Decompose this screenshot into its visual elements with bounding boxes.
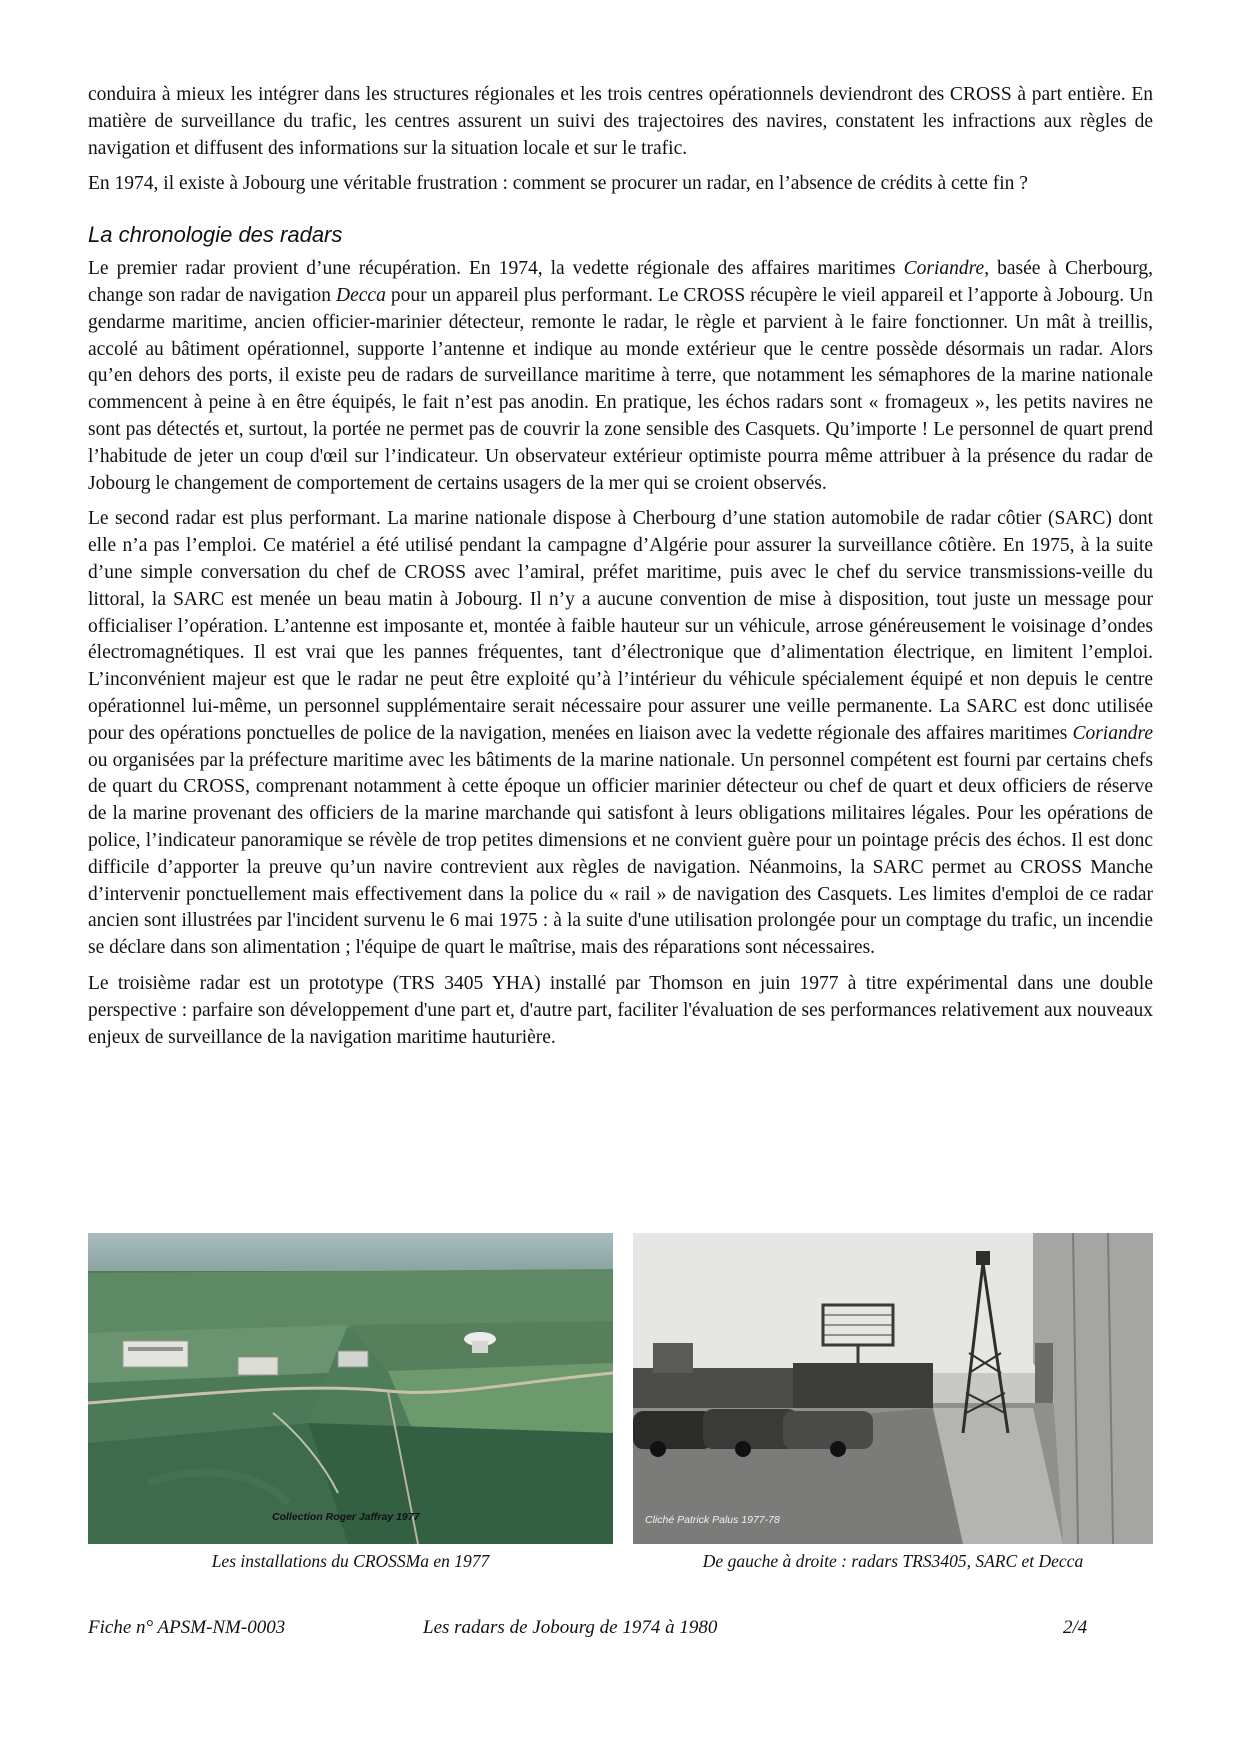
radars-photo-illustration: [633, 1233, 1153, 1544]
footer-page-number: 2/4: [1063, 1617, 1088, 1638]
aerial-photo-illustration: [88, 1233, 613, 1544]
footer-reference: Fiche n° APSM-NM-0003: [88, 1617, 286, 1638]
aerial-photo-credit: Collection Roger Jaffray 1977: [272, 1511, 420, 1523]
figure-aerial: [88, 1233, 613, 1572]
paragraph-frustration: En 1974, il existe à Jobourg une véritable frustration : comment se procurer un radar, en l’absence de crédits à cette fin ?: [88, 173, 1028, 195]
document-body: [88, 82, 1153, 1060]
figure-radars: [633, 1233, 1153, 1572]
aerial-photo: [88, 1233, 613, 1544]
section-heading: La chronologie des radars: [88, 222, 343, 248]
radars-photo-credit: Cliché Patrick Palus 1977-78: [645, 1514, 780, 1526]
paragraph-third-radar: Le troisième radar est un prototype (TRS 3405 YHA) installé par Thomson en juin 1977 à titre expérimental dans une double perspective : parfaire son développement d'une part et, d'autre part, faciliter l'évaluation de ses performances relativement aux nouveaux enjeux de surveillance de la navigation maritime hauturière.: [88, 972, 1153, 1048]
paragraph-intro: conduira à mieux les intégrer dans les structures régionales et les trois centres opérationnels deviendront des CROSS à part entière. En matière de surveillance du trafic, les centres assurent un suivi des trajectoires des navires, constatent les infractions aux règles de navigation et diffusent des informations sur la situation locale et sur le trafic.: [88, 84, 1153, 159]
radars-photo-caption: De gauche à droite : radars TRS3405, SARC et Decca: [702, 1551, 1084, 1571]
paragraph-first-radar: Le premier radar provient d’une récupération. En 1974, la vedette régionale des affaires maritimes Coriandre, basée à Cherbourg, change son radar de navigation Decca pour un appareil plus performant. Le CROSS récupère le vieil appareil et l’apporte à Jobourg. Un gendarme maritime, ancien officier-marinier détecteur, remonte le radar, le règle et parvient à le faire fonctionner. Un mât à treillis, accolé au bâtiment opérationnel, supporte l’antenne et indique au monde extérieur que le centre possède désormais un radar. Alors qu’en dehors des ports, il existe peu de radars de surveillance maritime à terre, que notamment les sémaphores de la marine nationale commencent à peine à en être équipés, le fait n’est pas anodin. En pratique, les échos radars sont « fromageux », les petits navires ne sont pas détectés et, surtout, la portée ne permet pas de couvrir la zone sensible des Casquets. Qu’importe ! Le personnel de quart prend l’habitude de jeter un coup d'œil sur l’indicateur. Un observateur extérieur optimiste pourra même attribuer à la présence du radar de Jobourg le changement de comportement de certains usagers de la mer qui se croient observés.: [88, 258, 1154, 494]
footer-title: Les radars de Jobourg de 1974 à 1980: [423, 1617, 718, 1638]
figures-row: [88, 1233, 1153, 1573]
aerial-photo-caption: Les installations du CROSSMa en 1977: [211, 1551, 490, 1571]
radars-photo: [633, 1233, 1153, 1544]
paragraph-second-radar: Le second radar est plus performant. La marine nationale dispose à Cherbourg d’une station automobile de radar côtier (SARC) dont elle n’a pas l’emploi. Ce matériel a été utilisé pendant la campagne d’Algérie pour assurer la surveillance côtière. En 1975, à la suite d’une simple conversation du chef de CROSS avec l’amiral, préfet maritime, puis avec le chef du service transmissions-veille du littoral, la SARC est menée un beau matin à Jobourg. Il n’y a aucune convention de mise à disposition, tout juste un message pour officialiser l’opération. L’antenne est imposante et, montée à faible hauteur sur un véhicule, arrose généreusement le voisinage d’ondes électromagnétiques. Il est vrai que les pannes fréquentes, tant d’électronique que d’alimentation électrique, en limitent l’emploi. L’inconvénient majeur est que le radar ne peut être exploité qu’à l’intérieur du véhicule spécialement équipé et non depuis le centre opérationnel lui-même, un personnel supplémentaire serait nécessaire pour assurer une veille permanente. La SARC est donc utilisée pour des opérations ponctuelles de police de la navigation, menées en liaison avec la vedette régionale des affaires maritimes Coriandre ou organisées par la préfecture maritime avec les bâtiments de la marine nationale. Un personnel compétent est fourni par certains chefs de quart du CROSS, comprenant notamment à cette époque un officier marinier détecteur ou chef de quart et deux officiers de réserve de la marine provenant des officiers de la marine marchande qui satisfont à leurs obligations militaires légales. Pour les opérations de police, l’indicateur panoramique se révèle de trop petites dimensions et ne convient guère pour un pointage précis des échos. Il est donc difficile d’apporter la preuve qu’un navire contrevient aux règles de navigation. Néanmoins, la SARC permet au CROSS Manche d’intervenir ponctuellement mais effectivement dans la police du « rail » de navigation des Casquets. Les limites d'emploi de ce radar ancien sont illustrées par l'incident survenu le 6 mai 1975 : à la suite d'une utilisation prolongée pour un comptage du trafic, un incendie se déclare dans son alimentation ; l'équipe de quart le maîtrise, mais des réparations sont nécessaires.: [88, 508, 1153, 959]
